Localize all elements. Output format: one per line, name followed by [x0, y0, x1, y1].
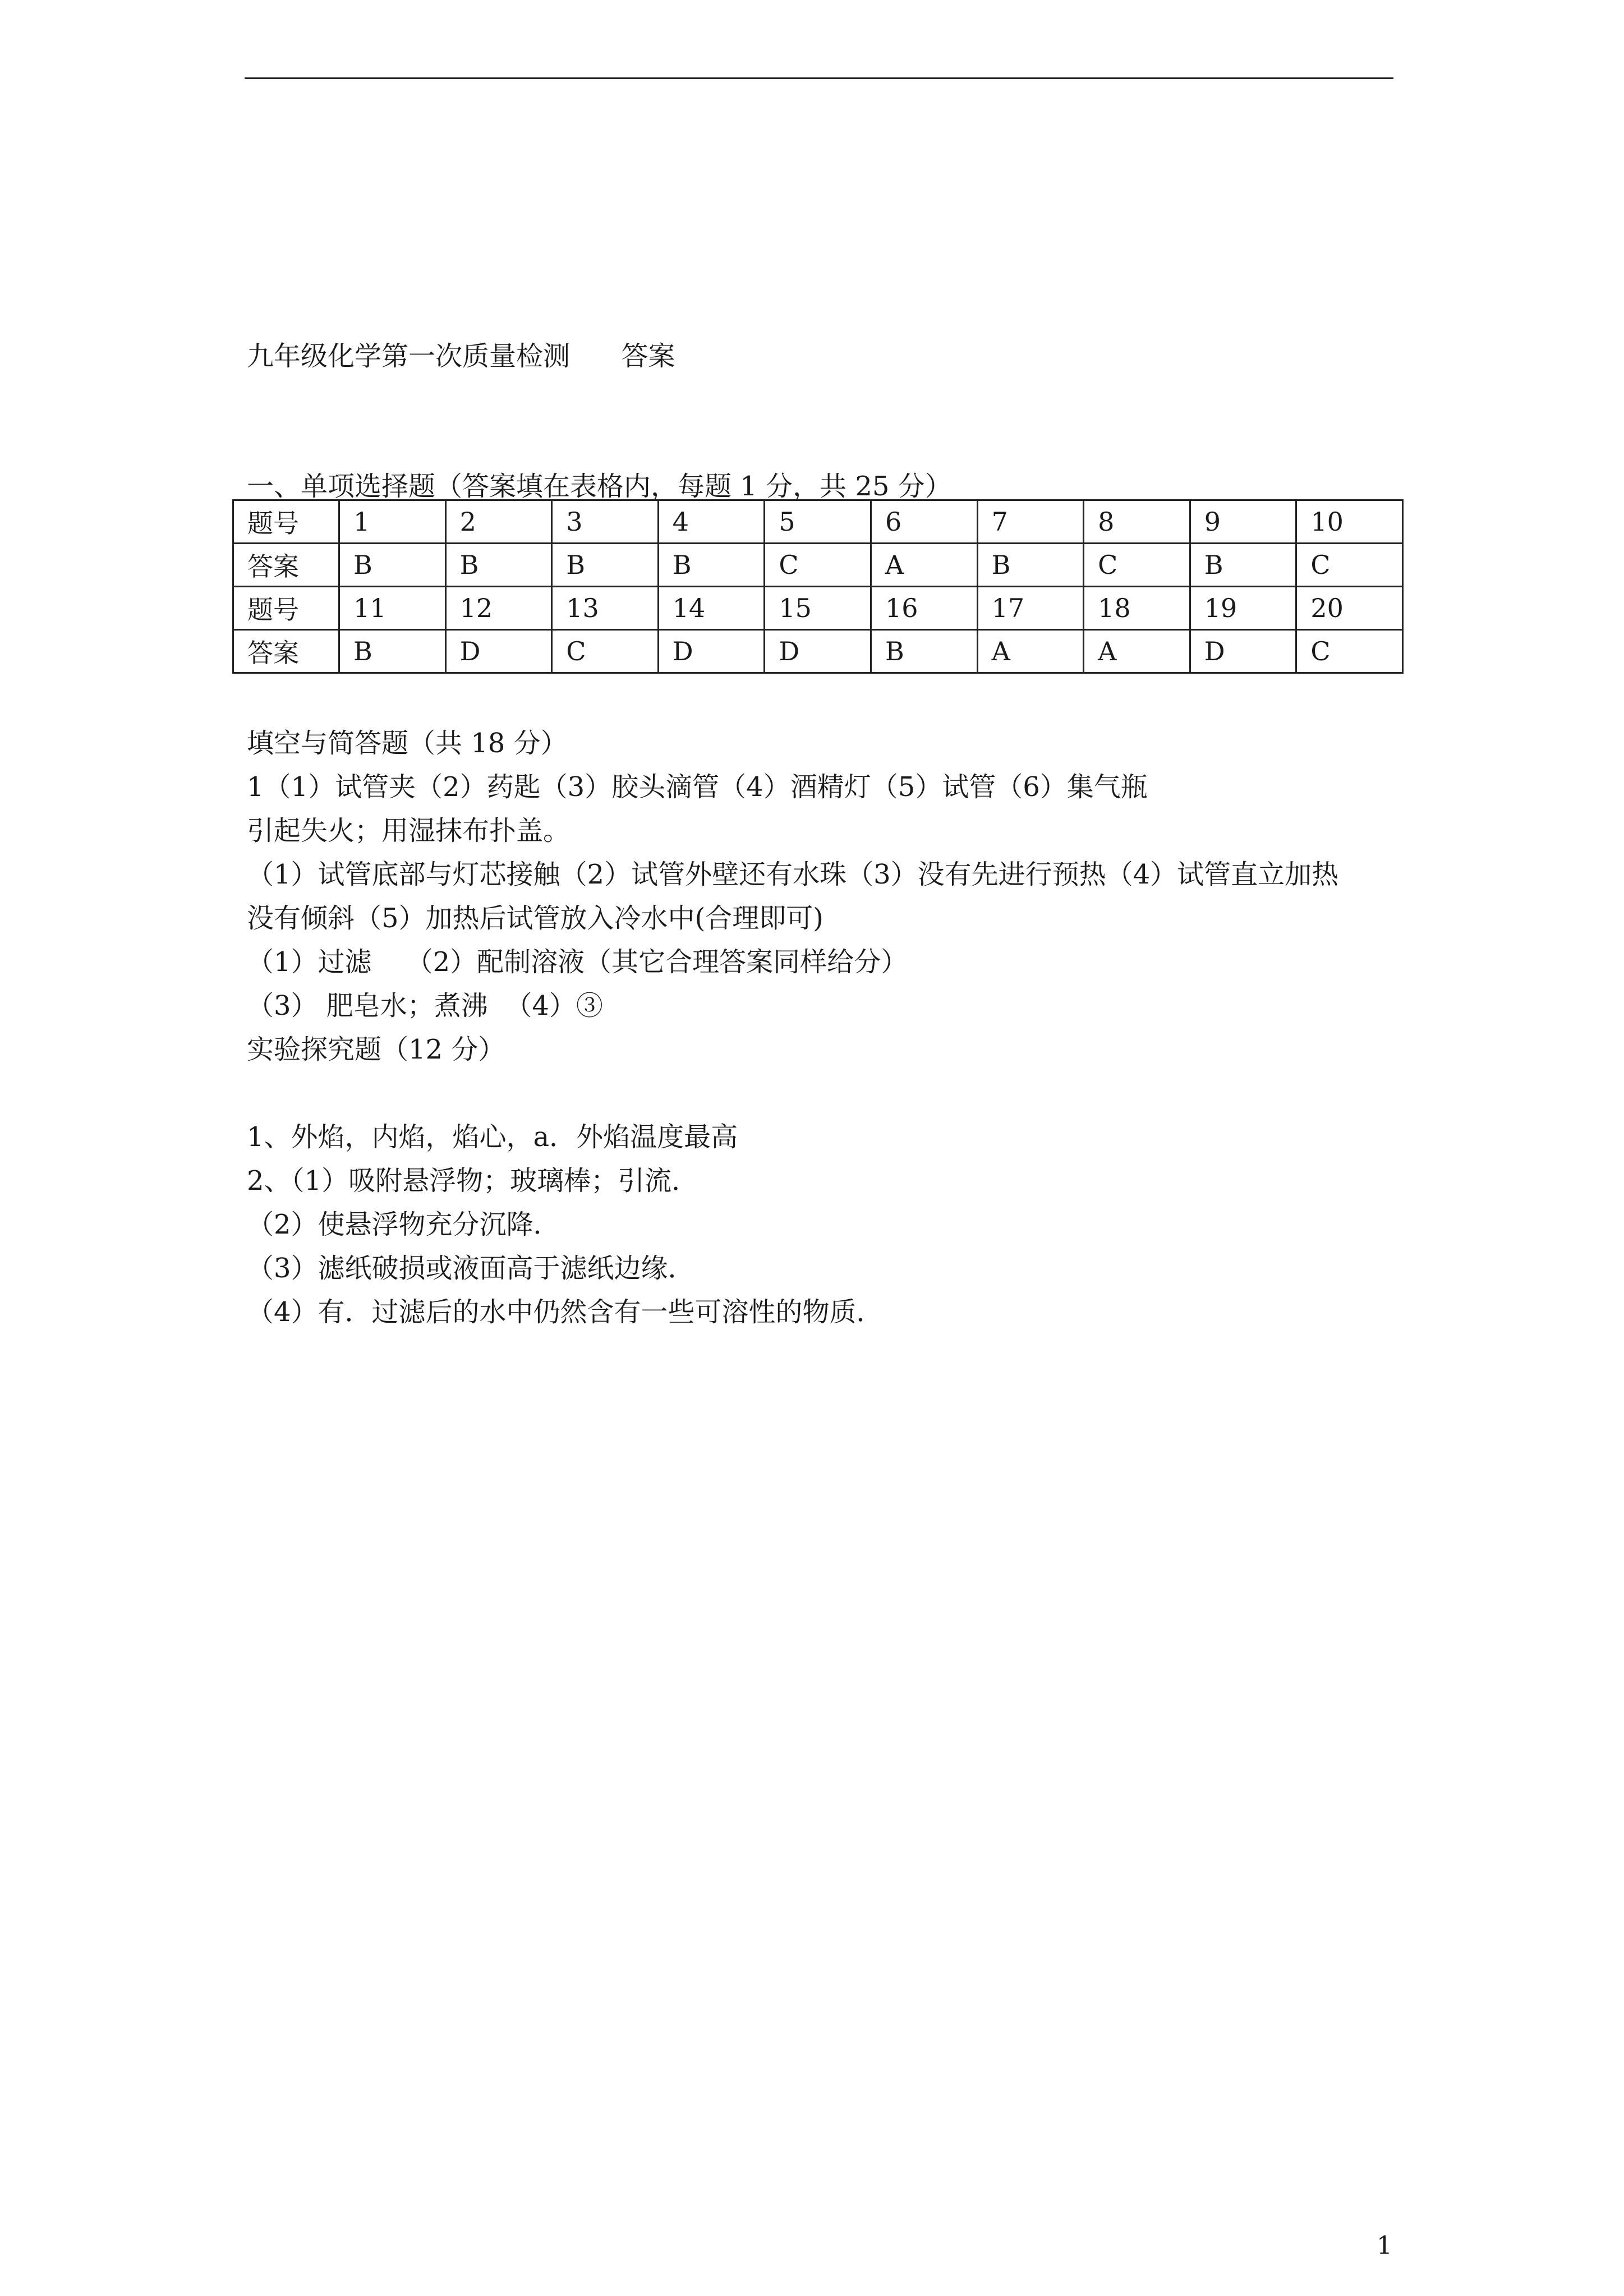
table-row — [233, 630, 1403, 673]
table-cell: 1 — [339, 500, 446, 544]
row-label: 题号 — [233, 500, 339, 544]
text-line — [247, 1071, 1338, 1115]
table-cell: B — [658, 544, 765, 587]
answer-table — [232, 499, 1404, 674]
table-cell: A — [871, 544, 977, 587]
table-cell: 5 — [765, 500, 871, 544]
text-line: （1）过滤 （2）配制溶液（其它合理答案同样给分） — [247, 946, 908, 978]
table-cell: 20 — [1296, 587, 1403, 630]
table-cell: 13 — [552, 587, 659, 630]
table-cell: 11 — [339, 587, 446, 630]
text-line: 1、外焰，内焰，焰心，a．外焰温度最高 — [247, 1121, 738, 1153]
table-cell: B — [871, 630, 977, 673]
table-cell: C — [552, 630, 659, 673]
table-cell: D — [658, 630, 765, 673]
row-label: 题号 — [233, 587, 339, 630]
text-line: （3）滤纸破损或液面高于滤纸边缘． — [247, 1253, 695, 1284]
row-label: 答案 — [233, 544, 339, 587]
table-cell: 7 — [977, 500, 1084, 544]
text-line: 没有倾斜（5）加热后试管放入冷水中(合理即可) — [247, 903, 823, 934]
document-title: 九年级化学第一次质量检测 答案 — [247, 341, 675, 372]
text-line: 填空与简答题（共 18 分） — [247, 728, 568, 759]
table-cell: 4 — [658, 500, 765, 544]
table-cell: 6 — [871, 500, 977, 544]
row-label: 答案 — [233, 630, 339, 673]
table-cell: B — [977, 544, 1084, 587]
table-row — [233, 500, 1403, 544]
table-cell: 3 — [552, 500, 659, 544]
table-cell: A — [977, 630, 1084, 673]
table-cell: 19 — [1190, 587, 1296, 630]
header-rule — [245, 77, 1393, 79]
text-line: 引起失火；用湿抹布扑盖。 — [247, 815, 571, 846]
section1-heading: 一、单项选择题（答案填在表格内，每题 1 分，共 25 分） — [247, 471, 952, 502]
table-cell: 9 — [1190, 500, 1296, 544]
table-cell: C — [1296, 544, 1403, 587]
table-cell: C — [1296, 630, 1403, 673]
table-cell: 2 — [445, 500, 552, 544]
table-cell: 17 — [977, 587, 1084, 630]
table-cell: 15 — [765, 587, 871, 630]
text-line: （1）试管底部与灯芯接触（2）试管外壁还有水珠（3）没有先进行预热（4）试管直立加热 — [247, 859, 1339, 890]
text-line: 2、（1）吸附悬浮物；玻璃棒；引流． — [247, 1165, 699, 1197]
text-line: （3） 肥皂水；煮沸 （4）③ — [247, 990, 603, 1022]
table-cell: D — [1190, 630, 1296, 673]
table-cell: D — [765, 630, 871, 673]
table-cell: B — [339, 544, 446, 587]
table-cell: A — [1084, 630, 1190, 673]
page-number: 1 — [1377, 2231, 1392, 2260]
table-cell: 8 — [1084, 500, 1190, 544]
table-cell: 18 — [1084, 587, 1190, 630]
table-cell: 12 — [445, 587, 552, 630]
table-cell: B — [445, 544, 552, 587]
table-cell: D — [445, 630, 552, 673]
table-cell: B — [552, 544, 659, 587]
text-line: （2）使悬浮物充分沉降． — [247, 1209, 560, 1240]
table-row — [233, 587, 1403, 630]
answer-body — [247, 721, 1338, 1334]
table-cell: B — [1190, 544, 1296, 587]
table-cell: C — [765, 544, 871, 587]
table-cell: C — [1084, 544, 1190, 587]
table-row — [233, 544, 1403, 587]
table-cell: 14 — [658, 587, 765, 630]
table-cell: 10 — [1296, 500, 1403, 544]
text-line: （4）有．过滤后的水中仍然含有一些可溶性的物质． — [247, 1296, 884, 1328]
text-line: 实验探究题（12 分） — [247, 1034, 505, 1065]
table-cell: 16 — [871, 587, 977, 630]
table-cell: B — [339, 630, 446, 673]
text-line: 1（1）试管夹（2）药匙（3）胶头滴管（4）酒精灯（5）试管（6）集气瓶 — [247, 771, 1148, 803]
